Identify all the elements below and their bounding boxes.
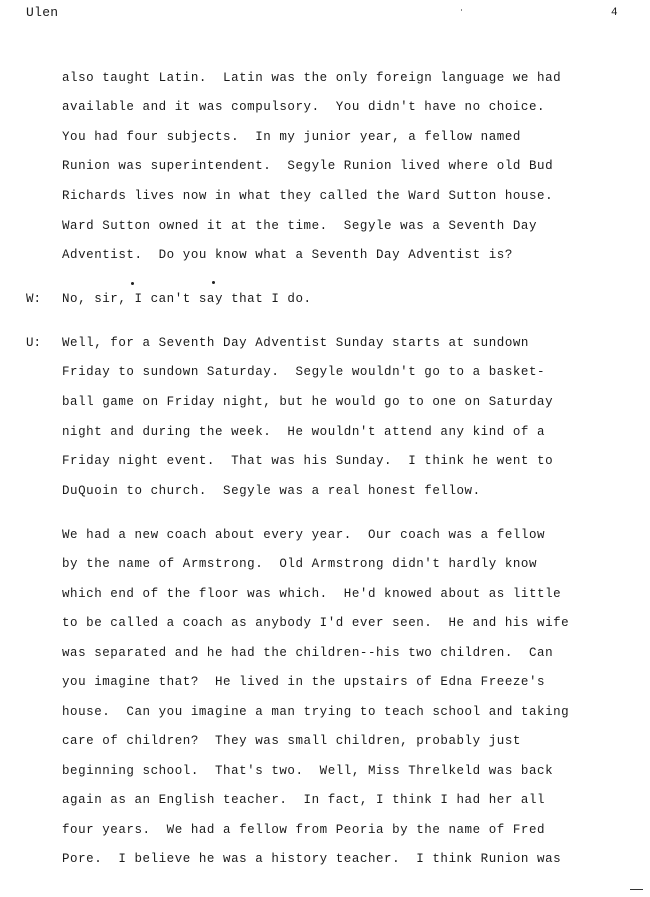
text-line: Ward Sutton owned it at the time. Segyle was a Seventh Day [62, 219, 538, 233]
text-line: again as an English teacher. In fact, I think I had her all [62, 793, 546, 807]
text-line: was separated and he had the children--his two children. Can [62, 646, 554, 660]
text-line: You had four subjects. In my junior year, a fellow named [62, 130, 521, 144]
scan-speck [461, 9, 462, 11]
text-line: We had a new coach about every year. Our coach was a fellow [62, 528, 546, 542]
speaker-label: U: [26, 336, 42, 350]
scan-dot [131, 282, 134, 285]
text-line: Pore. I believe he was a history teacher. I think Runion was [62, 852, 562, 866]
text-line: also taught Latin. Latin was the only foreign language we had [62, 71, 562, 85]
text-line: Adventist. Do you know what a Seventh Day Adventist is? [62, 248, 513, 262]
text-line: night and during the week. He wouldn't attend any kind of a [62, 425, 546, 439]
header-interviewee-name: Ulen [26, 5, 59, 20]
speaker-label: W: [26, 292, 42, 306]
page-edge-mark [630, 889, 643, 890]
scan-dot [212, 281, 215, 284]
text-line: available and it was compulsory. You didn't have no choice. [62, 100, 546, 114]
text-line: beginning school. That's two. Well, Miss Threlkeld was back [62, 764, 554, 778]
text-line: ball game on Friday night, but he would go to one on Saturday [62, 395, 554, 409]
page-number: 4 [611, 7, 618, 19]
text-line: by the name of Armstrong. Old Armstrong didn't hardly know [62, 557, 538, 571]
text-line: care of children? They was small children, probably just [62, 734, 521, 748]
text-line: Richards lives now in what they called the Ward Sutton house. [62, 189, 554, 203]
text-line: Runion was superintendent. Segyle Runion lived where old Bud [62, 159, 554, 173]
text-line: which end of the floor was which. He'd knowed about as little [62, 587, 562, 601]
text-line: you imagine that? He lived in the upstairs of Edna Freeze's [62, 675, 546, 689]
text-line: Friday to sundown Saturday. Segyle wouldn't go to a basket- [62, 365, 546, 379]
text-line: Friday night event. That was his Sunday. I think he went to [62, 454, 554, 468]
text-line: DuQuoin to church. Segyle was a real honest fellow. [62, 484, 481, 498]
text-line: four years. We had a fellow from Peoria by the name of Fred [62, 823, 546, 837]
text-line: to be called a coach as anybody I'd ever seen. He and his wife [62, 616, 570, 630]
text-line: No, sir, I can't say that I do. [62, 292, 312, 306]
text-line: Well, for a Seventh Day Adventist Sunday starts at sundown [62, 336, 529, 350]
text-line: house. Can you imagine a man trying to teach school and taking [62, 705, 570, 719]
